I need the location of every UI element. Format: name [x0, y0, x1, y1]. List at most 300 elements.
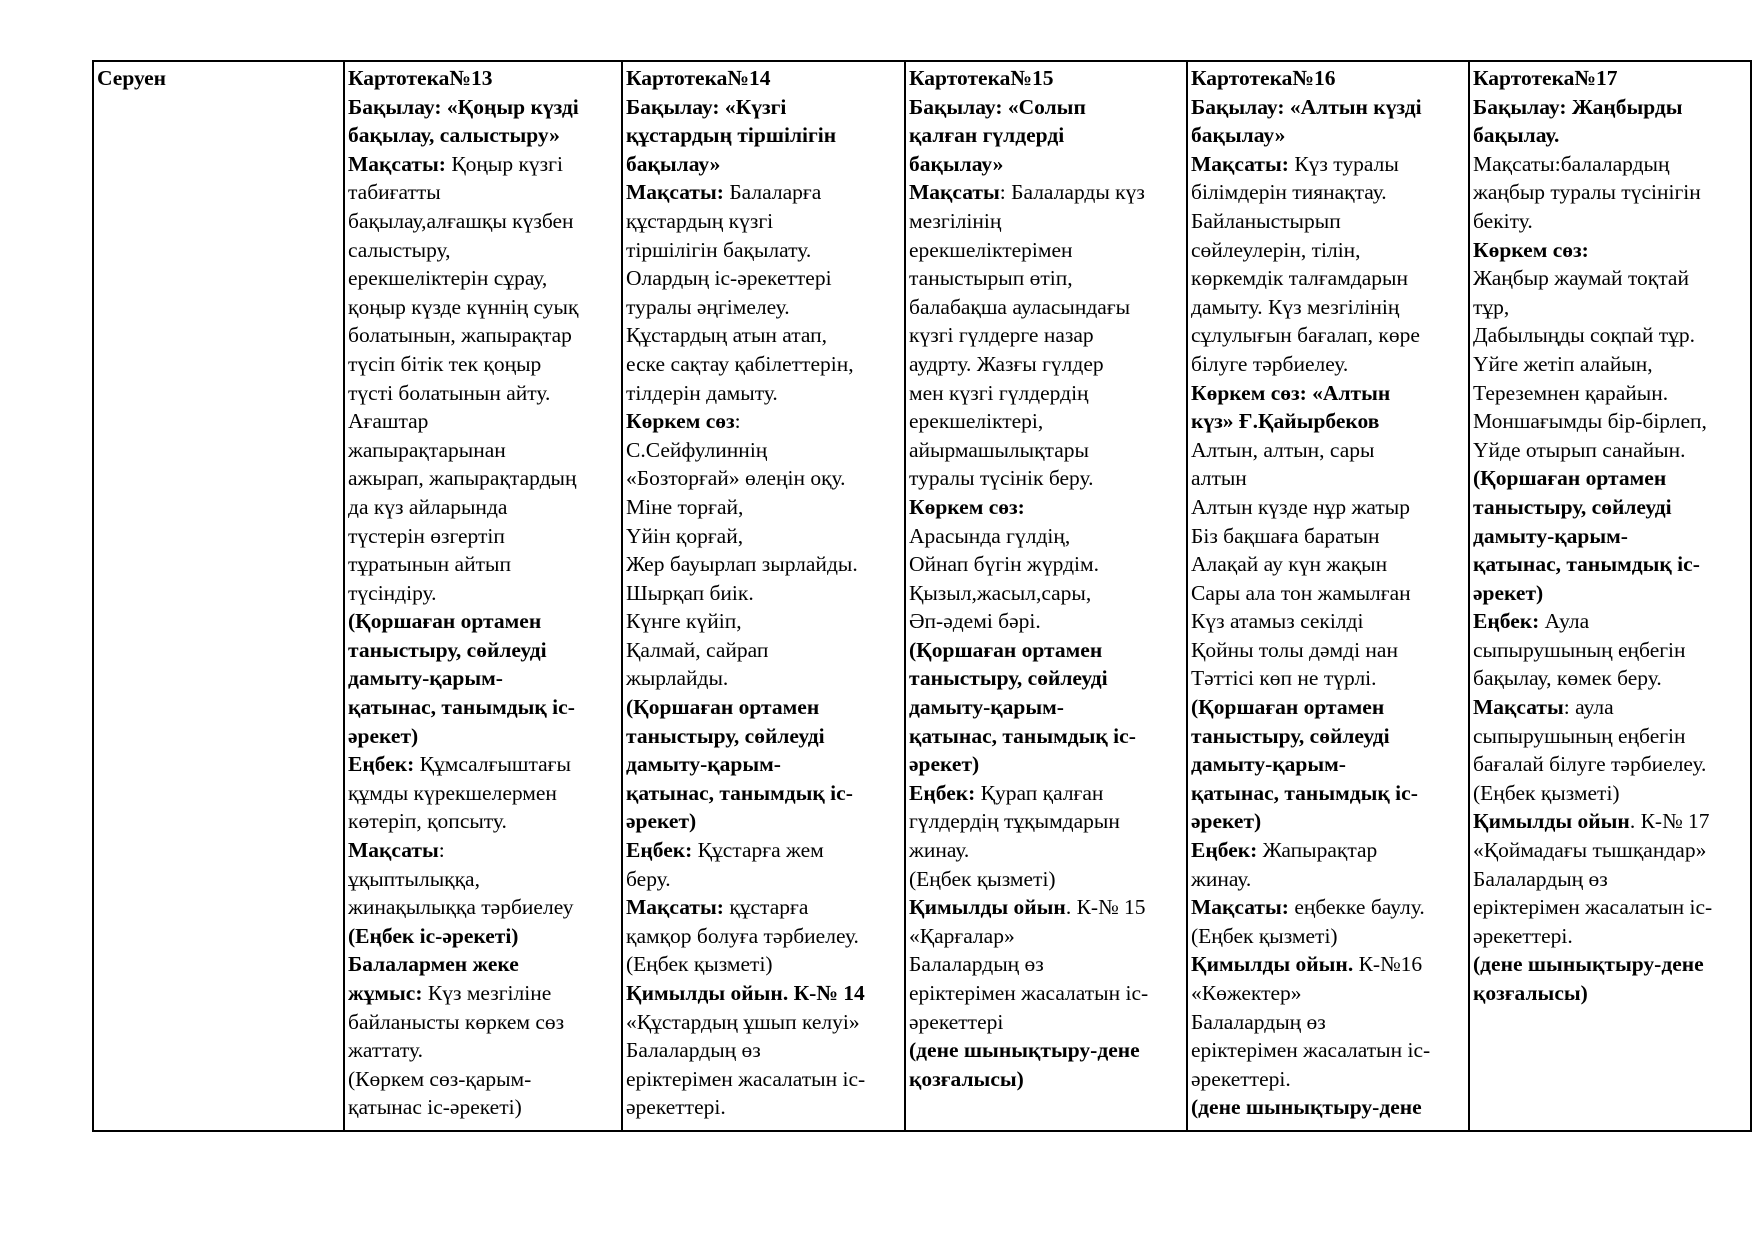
text-line	[348, 178, 618, 207]
text-line	[909, 836, 1183, 865]
text-line	[1191, 693, 1465, 722]
text: бақылау,алғашқы күзбен	[348, 208, 574, 233]
bold-text: (Қоршаған ортамен	[626, 695, 820, 720]
text: Үйін қорғай,	[626, 523, 744, 548]
text-line	[909, 750, 1183, 779]
text-line	[1473, 264, 1747, 293]
text-line	[1473, 493, 1747, 522]
bold-text: Бақылау: «Күзгі	[626, 94, 787, 119]
text: мезгілінің	[909, 208, 1002, 233]
text-line	[909, 722, 1183, 751]
bold-text: Бақылау: «Солып	[909, 94, 1086, 119]
text-line	[1191, 950, 1465, 979]
text-line	[909, 550, 1183, 579]
text: Балалардың өз	[1473, 866, 1608, 891]
text: Балалардың өз	[626, 1038, 761, 1063]
text-line	[1473, 893, 1747, 922]
text: қоңыр күзде күннің суық	[348, 294, 579, 319]
text: болатынын, жапырақтар	[348, 323, 572, 348]
text-line	[348, 264, 618, 293]
bold-text: Қимылды ойын	[1473, 809, 1630, 834]
bold-text: (Қоршаған ортамен	[1191, 695, 1385, 720]
text: қамқор болуға тәрбиелеу.	[626, 923, 859, 948]
text: Алтын, алтын, сары	[1191, 437, 1375, 462]
text: . К-№ 17	[1629, 809, 1710, 834]
text: құмды күрекшелермен	[348, 780, 557, 805]
text-line	[348, 664, 618, 693]
text: әрекеттері.	[626, 1095, 726, 1120]
text-line	[1473, 522, 1747, 551]
text: тұр,	[1473, 294, 1510, 319]
bold-text: қатынас, танымдық іс-	[1191, 780, 1418, 805]
text: Арасында гүлдің,	[909, 523, 1071, 548]
text-line	[909, 893, 1183, 922]
text-line	[909, 950, 1183, 979]
text: ерекшеліктері,	[909, 409, 1044, 434]
text-line	[1191, 750, 1465, 779]
bold-text: дамыту-қарым-	[626, 752, 781, 777]
bold-text: Картотека№17	[1473, 66, 1618, 90]
text-line	[1473, 64, 1747, 93]
bold-text: Мақсаты	[1473, 695, 1564, 720]
text: Қалмай, сайрап	[626, 637, 769, 662]
text-line	[1191, 264, 1465, 293]
bold-text: Көркем сөз	[626, 409, 735, 434]
text: күзгі гүлдерге назар	[909, 323, 1094, 348]
text-line	[626, 236, 901, 265]
text-line	[348, 150, 618, 179]
text: түсіп бітік тек қоңыр	[348, 351, 542, 376]
text: еріктерімен жасалатын іс-	[1473, 895, 1713, 920]
text: білуге тәрбиелеу.	[1191, 351, 1349, 376]
text-line	[909, 407, 1183, 436]
text-line	[1191, 150, 1465, 179]
text: Қоңыр күзгі	[445, 151, 563, 176]
text-line	[909, 293, 1183, 322]
bold-text: қозғалысы)	[1473, 981, 1588, 1005]
bold-text: қатынас, танымдық іс-	[1473, 552, 1700, 577]
text: «Көжектер»	[1191, 981, 1302, 1005]
text: жырлайды.	[626, 666, 729, 691]
bold-text: Көркем сөз:	[909, 494, 1025, 519]
text-line	[1191, 407, 1465, 436]
text-line	[1191, 579, 1465, 608]
text-line	[626, 693, 901, 722]
bold-text: (дене шынықтыру-дене	[1473, 952, 1704, 977]
bold-text: бақылау, салыстыру»	[348, 123, 560, 148]
text-line	[626, 664, 901, 693]
text-line	[1191, 865, 1465, 894]
text-line	[1473, 750, 1747, 779]
text-line	[909, 922, 1183, 951]
text: Ағаштар	[348, 409, 429, 434]
text: Жапырақтар	[1257, 838, 1378, 863]
bold-text: Картотека№14	[626, 66, 771, 90]
bold-text: таныстыру, сөйлеуді	[348, 637, 547, 662]
text: Құстардың атын атап,	[626, 323, 828, 348]
text-line	[1191, 93, 1465, 122]
bold-text: Мақсаты:	[1191, 895, 1289, 920]
bold-text: таныстыру, сөйлеуді	[1191, 723, 1390, 748]
text: әрекеттері.	[1473, 923, 1573, 948]
text: да күз айларында	[348, 494, 508, 519]
text-line	[909, 121, 1183, 150]
text-line	[626, 979, 901, 1008]
text: еріктерімен жасалатын іс-	[626, 1066, 866, 1091]
bold-text: қозғалысы)	[909, 1066, 1024, 1091]
text: Қурап қалған	[975, 780, 1104, 805]
text-line	[348, 865, 618, 894]
text: жапырақтарынан	[348, 437, 506, 462]
text: Жер бауырлап зырлайды.	[626, 552, 858, 577]
text-line	[909, 350, 1183, 379]
text: түсіндіру.	[348, 580, 437, 605]
text-line	[626, 807, 901, 836]
text-line	[626, 865, 901, 894]
text-line	[1191, 893, 1465, 922]
text-line	[1473, 178, 1747, 207]
text-line	[1473, 722, 1747, 751]
bold-text: Көркем сөз:	[1473, 237, 1589, 262]
text-line	[626, 1093, 901, 1122]
text-line	[1473, 293, 1747, 322]
text-line	[348, 207, 618, 236]
text-line	[626, 1008, 901, 1037]
text-line	[348, 1065, 618, 1094]
text-line	[626, 264, 901, 293]
text-line	[626, 750, 901, 779]
text: Ойнап бүгін жүрдім.	[909, 552, 1100, 577]
text-line	[348, 1008, 618, 1037]
text: Шырқап биік.	[626, 580, 754, 605]
bold-text: әрекет)	[1191, 809, 1262, 834]
text: Жаңбыр жаумай тоқтай	[1473, 266, 1689, 291]
text-line	[626, 464, 901, 493]
row-label-cell	[93, 61, 344, 1131]
text-line	[1473, 950, 1747, 979]
text-line	[1473, 121, 1747, 150]
text: сұлулығын бағалап, көре	[1191, 323, 1420, 348]
text: Күз мезгіліне	[422, 981, 552, 1005]
bold-text: (Қоршаған ортамен	[348, 609, 542, 634]
text: құстардың күзгі	[626, 208, 774, 233]
text: Балаларға	[723, 180, 822, 205]
bold-text: дамыту-қарым-	[348, 666, 503, 691]
text: (Еңбек қызметі)	[1191, 923, 1338, 948]
text-line	[1473, 636, 1747, 665]
text-line	[1191, 522, 1465, 551]
text: Күнге күйіп,	[626, 609, 742, 634]
text-line	[1473, 207, 1747, 236]
bold-text: Бақылау: «Алтын күзді	[1191, 94, 1422, 119]
bold-text: бақылау»	[909, 151, 1004, 176]
text-line	[1191, 1065, 1465, 1094]
bold-text: Бақылау: «Қоңыр күзді	[348, 94, 579, 119]
text-line	[626, 922, 901, 951]
bold-text: Мақсаты:	[626, 180, 724, 205]
text-line	[348, 979, 618, 1008]
text-line	[1473, 607, 1747, 636]
text-line	[1191, 464, 1465, 493]
text-line	[1191, 979, 1465, 1008]
bold-text: (Қоршаған ортамен	[1473, 466, 1667, 491]
text-line	[909, 779, 1183, 808]
text: салыстыру,	[348, 237, 451, 262]
text: :	[734, 409, 741, 434]
text-line	[909, 178, 1183, 207]
text-line	[348, 550, 618, 579]
text-line	[1191, 493, 1465, 522]
activity-cell-card-13	[344, 61, 622, 1131]
text: Міне торғай,	[626, 494, 744, 519]
bold-text: Қимылды ойын.	[1191, 952, 1354, 977]
text-line	[1473, 922, 1747, 951]
text: К-№16	[1353, 952, 1423, 977]
text: аудрту. Жазғы гүлдер	[909, 351, 1104, 376]
text: туралы әңгімелеу.	[626, 294, 790, 319]
text-line	[1191, 236, 1465, 265]
text: тұратынын айтып	[348, 552, 511, 577]
text-line	[626, 636, 901, 665]
text: дамыту. Күз мезгілінің	[1191, 294, 1400, 319]
text: балабақша ауласындағы	[909, 294, 1131, 319]
text: еңбекке баулу.	[1288, 895, 1425, 920]
bold-text: Еңбек:	[909, 780, 976, 805]
text: беру.	[626, 866, 671, 891]
text-line	[1473, 464, 1747, 493]
text: алтын	[1191, 466, 1247, 491]
text-line	[626, 522, 901, 551]
text: көркемдік талғамдарын	[1191, 266, 1409, 291]
text-line	[348, 779, 618, 808]
text: Мақсаты:балалардың	[1473, 151, 1670, 176]
text-line	[909, 64, 1183, 93]
bold-text: дамыту-қарым-	[1191, 752, 1346, 777]
text: Қойны толы дәмді нан	[1191, 637, 1398, 662]
text: Үйге жетіп алайын,	[1473, 351, 1653, 376]
text: Алтын күзде нұр жатыр	[1191, 494, 1410, 519]
text-line	[1191, 178, 1465, 207]
text-line	[626, 64, 901, 93]
text: Тәттісі көп не түрлі.	[1191, 666, 1377, 691]
text-line	[626, 836, 901, 865]
text: білімдерін тиянақтау.	[1191, 180, 1387, 205]
text: жинақылыққа тәрбиелеу	[348, 895, 574, 920]
text-line	[348, 1093, 618, 1122]
text-line	[626, 579, 901, 608]
text-line	[1191, 922, 1465, 951]
bold-text: (Қоршаған ортамен	[909, 637, 1103, 662]
text: ұқыптылыққа,	[348, 866, 480, 891]
text-line	[1473, 150, 1747, 179]
bold-text: бақылау»	[626, 151, 721, 176]
text-line	[1473, 693, 1747, 722]
activity-cell-card-16	[1187, 61, 1469, 1131]
bold-text: (Еңбек іс-әрекеті)	[348, 923, 519, 948]
text-line	[348, 464, 618, 493]
bold-text: қалған гүлдерді	[909, 123, 1065, 148]
text-line	[1191, 779, 1465, 808]
text: ерекшеліктерімен	[909, 237, 1073, 262]
text-line	[626, 407, 901, 436]
text-line	[626, 779, 901, 808]
text-line	[626, 722, 901, 751]
text: туралы түсінік беру.	[909, 466, 1094, 491]
text: Үйде отырып санайын.	[1473, 437, 1686, 462]
text-line	[626, 893, 901, 922]
bold-text: дамыту-қарым-	[909, 695, 1064, 720]
text-line	[348, 293, 618, 322]
text: қатынас іс-әрекеті)	[348, 1095, 522, 1120]
text: (Көркем сөз-қарым-	[348, 1066, 532, 1091]
bold-text: Бақылау: Жаңбырды	[1473, 94, 1683, 119]
text-line	[1191, 1093, 1465, 1122]
text-line	[626, 379, 901, 408]
text: еріктерімен жасалатын іс-	[1191, 1038, 1431, 1063]
text-line	[348, 350, 618, 379]
text: тіршілігін бақылату.	[626, 237, 812, 262]
text-line	[1191, 836, 1465, 865]
text: С.Сейфулиннің	[626, 437, 768, 462]
bold-text: күз» Ғ.Қайырбеков	[1191, 409, 1380, 434]
table-row	[93, 61, 1751, 1131]
bold-text: (дене шынықтыру-дене	[909, 1038, 1140, 1063]
bold-text: Картотека№16	[1191, 66, 1336, 90]
text-line	[909, 207, 1183, 236]
bold-text: қатынас, танымдық іс-	[348, 695, 575, 720]
bold-text: Еңбек:	[1473, 609, 1540, 634]
bold-text: Мақсаты	[909, 180, 1000, 205]
text-line	[626, 207, 901, 236]
text: Күз туралы	[1288, 151, 1399, 176]
text: таныстырып өтіп,	[909, 266, 1073, 291]
bold-text: әрекет)	[1473, 580, 1544, 605]
text-line	[348, 321, 618, 350]
text-line	[909, 979, 1183, 1008]
text-line	[909, 150, 1183, 179]
text-line	[1191, 350, 1465, 379]
text-line	[1473, 979, 1747, 1008]
text-line	[909, 579, 1183, 608]
activity-cell-card-17	[1469, 61, 1751, 1131]
text-line	[348, 950, 618, 979]
text-line	[348, 807, 618, 836]
bold-text: қатынас, танымдық іс-	[909, 723, 1136, 748]
text-line	[1191, 64, 1465, 93]
text-line	[909, 607, 1183, 636]
text-line	[1473, 321, 1747, 350]
text-line	[909, 464, 1183, 493]
text-line	[626, 121, 901, 150]
text: Олардың іс-әрекеттері	[626, 266, 832, 291]
text-line	[1191, 636, 1465, 665]
text-line	[909, 236, 1183, 265]
bold-text: Еңбек:	[1191, 838, 1258, 863]
text: : аула	[1563, 695, 1614, 720]
text: түсті болатынын айту.	[348, 380, 551, 405]
text: Тереземнен қарайын.	[1473, 380, 1669, 405]
text-line	[909, 436, 1183, 465]
text-line	[909, 264, 1183, 293]
text: еріктерімен жасалатын іс-	[909, 981, 1149, 1005]
bold-text: Мақсаты:	[1191, 151, 1289, 176]
text-line	[1191, 607, 1465, 636]
text-line	[348, 722, 618, 751]
bold-text: Мақсаты:	[348, 151, 446, 176]
text: мен күзгі гүлдердің	[909, 380, 1089, 405]
text-line	[626, 350, 901, 379]
bold-text: бақылау»	[1191, 123, 1286, 148]
text: тілдерін дамыту.	[626, 380, 778, 405]
text-line	[909, 93, 1183, 122]
text: Балалардың өз	[1191, 1009, 1326, 1034]
bold-text: әрекет)	[909, 752, 980, 777]
text: Балалардың өз	[909, 952, 1044, 977]
bold-text: Еңбек:	[348, 752, 415, 777]
text-line	[909, 636, 1183, 665]
text-line	[909, 807, 1183, 836]
text: Байланыстырып	[1191, 208, 1341, 233]
text: ерекшеліктерін сұрау,	[348, 266, 548, 291]
text: сыпырушының еңбегін	[1473, 637, 1686, 662]
text-line	[626, 1036, 901, 1065]
bold-text: Көркем сөз: «Алтын	[1191, 380, 1391, 405]
text-line	[909, 693, 1183, 722]
text-line	[909, 522, 1183, 551]
text-line	[626, 607, 901, 636]
text-line	[1191, 664, 1465, 693]
text: Дабылыңды соқпай тұр.	[1473, 323, 1695, 348]
bold-text: дамыту-қарым-	[1473, 523, 1628, 548]
activity-cell-card-15	[905, 61, 1187, 1131]
text-line	[348, 750, 618, 779]
text-line	[1191, 1036, 1465, 1065]
text-line	[909, 865, 1183, 894]
bold-text: бақылау.	[1473, 123, 1560, 148]
text: әрекеттері.	[1191, 1066, 1291, 1091]
text: табиғатты	[348, 180, 441, 205]
text: бақылау, көмек беру.	[1473, 666, 1662, 691]
bold-text: Картотека№15	[909, 66, 1054, 90]
text: әрекеттері	[909, 1009, 1004, 1034]
text: ажырап, жапырақтардың	[348, 466, 577, 491]
text: Аула	[1539, 609, 1590, 634]
text: жаңбыр туралы түсінігін	[1473, 180, 1701, 205]
text-line	[348, 379, 618, 408]
text: . К-№ 15	[1065, 895, 1146, 920]
text-line	[626, 93, 901, 122]
bold-text: қатынас, танымдық іс-	[626, 780, 853, 805]
text-line	[1473, 379, 1747, 408]
text: :	[438, 838, 445, 863]
text-line	[1473, 865, 1747, 894]
text: бекіту.	[1473, 208, 1533, 233]
text-line	[626, 321, 901, 350]
text: көтеріп, қопсыту.	[348, 809, 507, 834]
text: жинау.	[1191, 866, 1252, 891]
text-line	[1191, 436, 1465, 465]
bold-text: таныстыру, сөйлеуді	[1473, 494, 1672, 519]
bold-text: таныстыру, сөйлеуді	[626, 723, 825, 748]
text: жаттату.	[348, 1038, 423, 1063]
text-line	[348, 693, 618, 722]
text-line	[348, 579, 618, 608]
bold-text: жұмыс:	[348, 981, 423, 1005]
text-line	[1473, 550, 1747, 579]
text: жинау.	[909, 838, 970, 863]
bold-text: Еңбек:	[626, 838, 693, 863]
text-line	[626, 178, 901, 207]
